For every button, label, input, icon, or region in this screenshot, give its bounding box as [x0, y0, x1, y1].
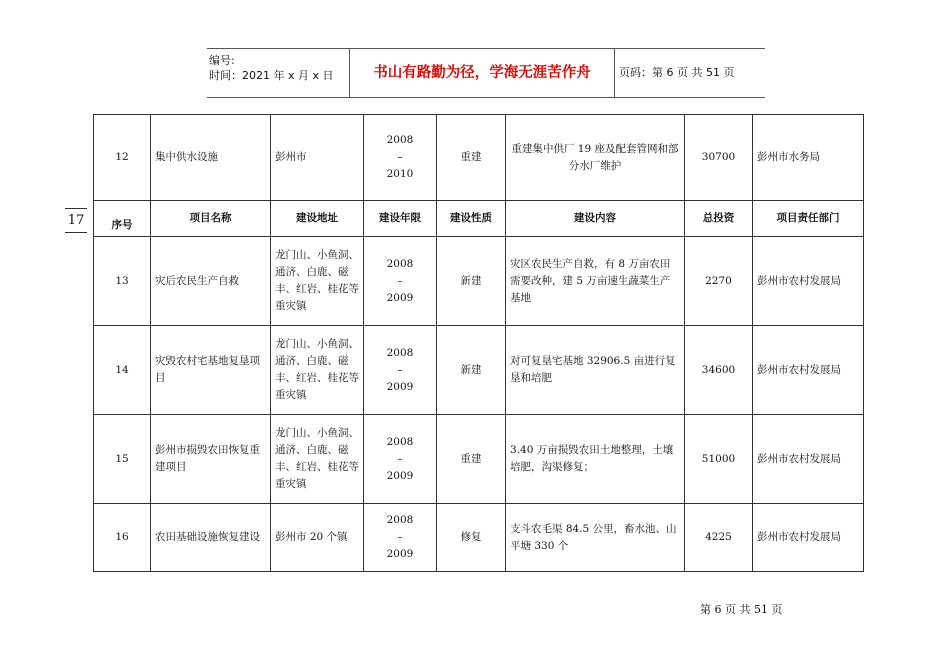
- cell-dept: 彭州市农村发展局: [753, 326, 864, 415]
- table-row: [94, 415, 864, 504]
- project-table: [93, 114, 864, 572]
- cell-content: 对可复垦宅基地 32906.5 亩进行复垦和培肥: [506, 326, 685, 415]
- page-label: 页码：第 6 页 共 51 页: [619, 66, 735, 79]
- time-label: 时间：2021 年 x 月 x 日: [209, 69, 334, 82]
- table-row: [94, 115, 864, 201]
- cell-dept: 彭州市农村发展局: [753, 237, 864, 326]
- cell-seq: 14: [94, 326, 151, 415]
- cell-address: 龙门山、小鱼洞、通济、白鹿、磁丰、红岩、桂花等重灾镇: [271, 237, 364, 326]
- col-header-address: 建设地址: [271, 201, 364, 237]
- cell-nature: 重建: [437, 415, 506, 504]
- cell-years: 2008 – 2009: [364, 504, 437, 572]
- cell-content: 灾区农民生产自救，有 8 万亩农田需要改种，建 5 万亩速生蔬菜生产基地: [506, 237, 685, 326]
- cell-address: 龙门山、小鱼洞、通济、白鹿、磁丰、红岩、桂花等重灾镇: [271, 326, 364, 415]
- document-header: [207, 48, 765, 98]
- cell-years: 2008 – 2010: [364, 115, 437, 201]
- cell-address: 龙门山、小鱼洞、通济、白鹿、磁丰、红岩、桂花等重灾镇: [271, 415, 364, 504]
- number-label: 编号:: [209, 54, 235, 67]
- table-header-row: [94, 201, 864, 237]
- cell-years: 2008 – 2009: [364, 326, 437, 415]
- col-header-name: 项目名称: [151, 201, 271, 237]
- cell-investment: 30700: [685, 115, 753, 201]
- cell-seq: 13: [94, 237, 151, 326]
- cell-years: 2008 – 2009: [364, 237, 437, 326]
- col-header-dept: 项目责任部门: [753, 201, 864, 237]
- cell-nature: 新建: [437, 237, 506, 326]
- side-page-marker: [60, 208, 92, 233]
- col-header-years: 建设年限: [364, 201, 437, 237]
- cell-dept: 彭州市农村发展局: [753, 415, 864, 504]
- cell-content: 重建集中供厂 19 座及配套管网和部分水厂维护: [506, 115, 685, 201]
- cell-investment: 34600: [685, 326, 753, 415]
- cell-nature: 重建: [437, 115, 506, 201]
- cell-name: 灾后农民生产自救: [151, 237, 271, 326]
- cell-content: 支斗农毛渠 84.5 公里，畜水池、山平塘 330 个: [506, 504, 685, 572]
- cell-seq: 16: [94, 504, 151, 572]
- cell-address: 彭州市 20 个镇: [271, 504, 364, 572]
- cell-name: 农田基础设施恢复建设: [151, 504, 271, 572]
- table-row: [94, 237, 864, 326]
- cell-name: 集中供水设施: [151, 115, 271, 201]
- col-header-content: 建设内容: [506, 201, 685, 237]
- cell-investment: 2270: [685, 237, 753, 326]
- page-footer: 第 6 页 共 51 页: [700, 603, 783, 616]
- cell-address: 彭州市: [271, 115, 364, 201]
- cell-investment: 4225: [685, 504, 753, 572]
- cell-investment: 51000: [685, 415, 753, 504]
- cell-content: 3.40 万亩损毁农田土地整理，土壤培肥，沟渠修复；: [506, 415, 685, 504]
- slogan: 书山有路勤为径，学海无涯苦作舟: [350, 49, 615, 97]
- header-meta: [207, 49, 350, 97]
- cell-dept: 彭州市水务局: [753, 115, 864, 201]
- col-header-seq: 序号: [94, 201, 151, 237]
- cell-years: 2008 – 2009: [364, 415, 437, 504]
- cell-nature: 新建: [437, 326, 506, 415]
- cell-nature: 修复: [437, 504, 506, 572]
- cell-seq: 12: [94, 115, 151, 201]
- table-row: [94, 504, 864, 572]
- cell-dept: 彭州市农村发展局: [753, 504, 864, 572]
- col-header-nature: 建设性质: [437, 201, 506, 237]
- cell-seq: 15: [94, 415, 151, 504]
- cell-name: 彭州市损毁农田恢复重建项目: [151, 415, 271, 504]
- cell-name: 灾毁农村宅基地复垦项目: [151, 326, 271, 415]
- col-header-investment: 总投资: [685, 201, 753, 237]
- table-row: [94, 326, 864, 415]
- side-number: 17: [67, 213, 85, 228]
